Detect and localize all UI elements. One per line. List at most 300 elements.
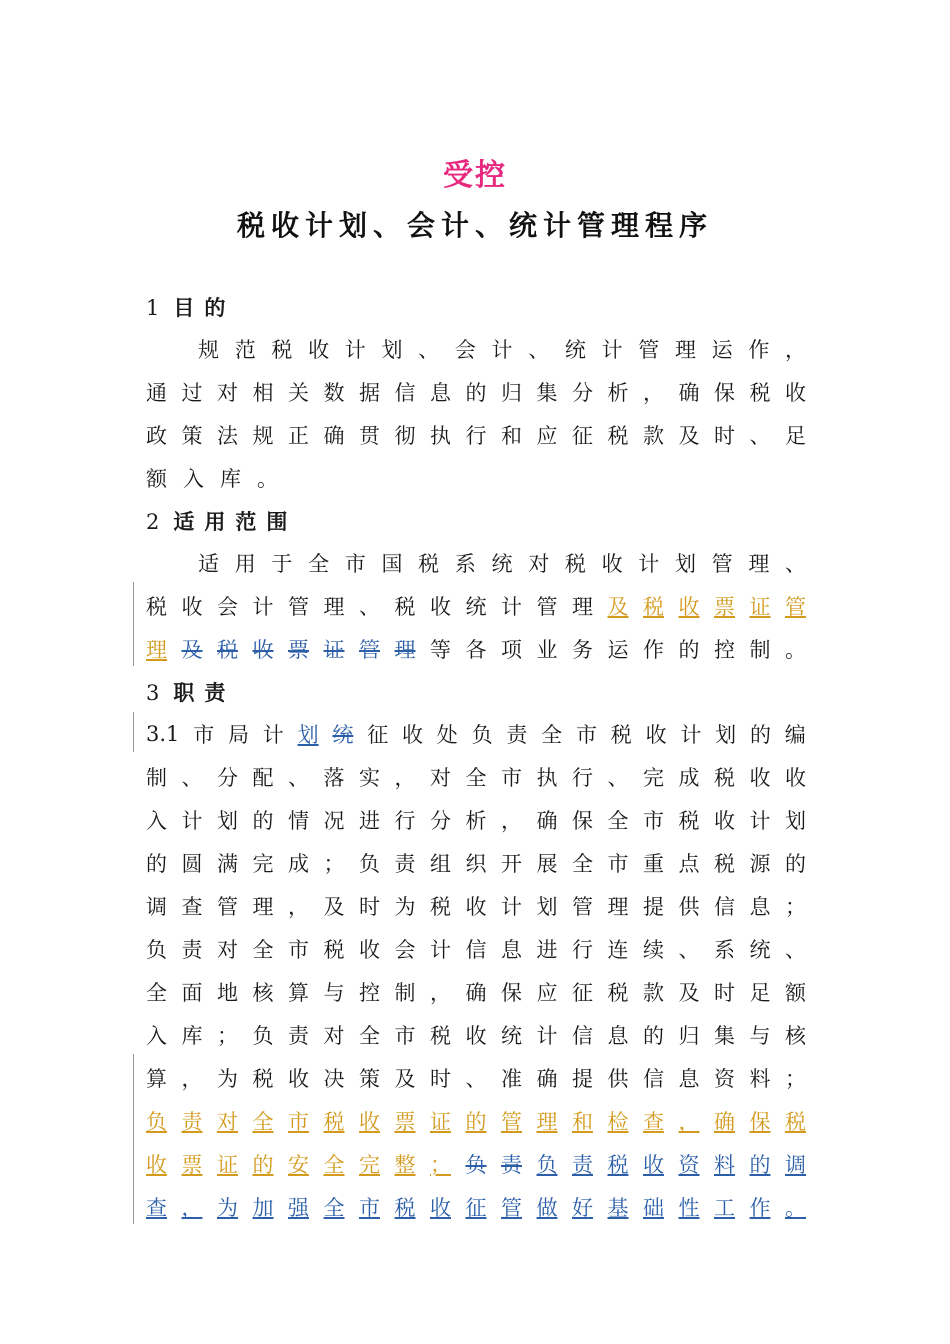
glyph: 及	[323, 895, 345, 919]
para-line	[146, 848, 806, 878]
glyph: 为	[217, 1067, 238, 1091]
glyph: 款	[643, 981, 664, 1005]
glyph: 完	[359, 1153, 380, 1177]
glyph: 运	[607, 638, 629, 662]
glyph: 策	[181, 424, 203, 448]
glyph: 、	[465, 1067, 487, 1091]
glyph: 计	[430, 938, 451, 962]
glyph: 、	[528, 338, 550, 362]
glyph: 入	[183, 467, 204, 491]
glyph: 的	[785, 852, 806, 876]
glyph: 算	[288, 981, 309, 1005]
glyph: ；	[217, 1024, 238, 1048]
para-line-inserted	[146, 1106, 806, 1136]
glyph: 管	[785, 595, 806, 619]
glyph: 过	[181, 381, 203, 405]
glyph: 税	[418, 552, 440, 576]
glyph: 算	[146, 1067, 167, 1091]
glyph: 统	[564, 338, 586, 362]
glyph: 全	[308, 552, 330, 576]
glyph: 计	[344, 338, 366, 362]
para-line	[146, 977, 806, 1007]
glyph: 证	[749, 595, 771, 619]
glyph: 征	[572, 981, 593, 1005]
glyph: 计	[252, 595, 274, 619]
glyph: 全	[323, 1153, 345, 1177]
glyph: 等	[430, 638, 451, 662]
glyph: 组	[430, 852, 451, 876]
glyph: 彻	[394, 424, 416, 448]
glyph: 作	[748, 338, 770, 362]
glyph: 信	[394, 381, 416, 405]
section-heading-duties	[146, 677, 235, 707]
section-heading-scope	[146, 506, 297, 536]
glyph: 税	[714, 766, 735, 790]
para-line	[146, 634, 806, 664]
glyph: 规	[252, 424, 274, 448]
glyph: 的	[252, 809, 274, 833]
glyph: 库	[220, 467, 241, 491]
glyph: 控	[714, 638, 735, 662]
glyph: 负	[465, 1153, 487, 1177]
glyph: 计	[181, 809, 203, 833]
glyph: 及	[607, 595, 629, 619]
glyph: 收	[465, 1024, 487, 1048]
glyph: 全	[359, 1024, 380, 1048]
glyph: 、	[607, 766, 629, 790]
glyph: 责	[506, 723, 528, 747]
glyph: 行	[394, 809, 416, 833]
glyph: 及	[678, 981, 700, 1005]
glyph: 保	[714, 381, 735, 405]
glyph: 的	[678, 638, 700, 662]
glyph: 划	[536, 895, 558, 919]
glyph: 责	[394, 852, 416, 876]
glyph: 国	[381, 552, 403, 576]
glyph: ，	[501, 809, 522, 833]
glyph: 足	[749, 981, 771, 1005]
glyph: 、	[678, 938, 700, 962]
glyph: 时	[714, 424, 735, 448]
glyph: 提	[572, 1067, 593, 1091]
glyph: 的	[749, 1153, 771, 1177]
glyph: 税	[323, 938, 345, 962]
glyph: 控	[359, 981, 380, 1005]
glyph: 料	[714, 1153, 735, 1177]
glyph: 市	[643, 809, 664, 833]
glyph: 适	[198, 552, 219, 576]
glyph: 息	[678, 1067, 700, 1091]
glyph: 归	[501, 381, 522, 405]
glyph: 库	[181, 1024, 203, 1048]
glyph: 加	[252, 1196, 274, 1220]
glyph: 税	[643, 595, 664, 619]
glyph: 税	[610, 723, 632, 747]
glyph: 正	[288, 424, 309, 448]
glyph: 为	[394, 895, 416, 919]
glyph: 税	[271, 338, 293, 362]
glyph: 责	[501, 1153, 522, 1177]
glyph: 查	[146, 1196, 167, 1220]
glyph: 计	[491, 338, 513, 362]
glyph: 票	[714, 595, 735, 619]
glyph: 析	[465, 809, 487, 833]
glyph: 息	[607, 1024, 629, 1048]
glyph: 点	[678, 852, 700, 876]
glyph: 收	[252, 638, 274, 662]
glyph: 证	[430, 1110, 451, 1134]
glyph: 源	[749, 852, 771, 876]
glyph: 检	[607, 1110, 629, 1134]
glyph: 划	[217, 809, 238, 833]
glyph: 好	[572, 1196, 593, 1220]
glyph: 应	[536, 981, 558, 1005]
glyph: 收	[601, 552, 623, 576]
glyph: 收	[645, 723, 667, 747]
glyph: 情	[288, 809, 309, 833]
glyph: 征	[465, 1196, 487, 1220]
glyph: 税	[217, 638, 238, 662]
glyph: 信	[465, 938, 487, 962]
para-line	[198, 334, 806, 364]
glyph: 、	[418, 338, 440, 362]
glyph: 相	[252, 381, 274, 405]
controlled-stamp: 受控	[443, 158, 507, 193]
para-line	[146, 591, 806, 621]
glyph: 安	[288, 1153, 309, 1177]
glyph: 管	[638, 338, 660, 362]
glyph: 额	[785, 981, 806, 1005]
glyph: 各	[465, 638, 487, 662]
glyph: 、	[785, 552, 806, 576]
glyph: 税	[394, 595, 416, 619]
para-line	[146, 377, 806, 407]
glyph: 续	[643, 938, 664, 962]
glyph: 全	[541, 723, 563, 747]
glyph: 据	[359, 381, 380, 405]
para-line	[146, 934, 806, 964]
glyph: 、	[749, 424, 771, 448]
glyph: 票	[394, 1110, 416, 1134]
glyph: 、	[181, 766, 203, 790]
glyph: 市	[501, 766, 522, 790]
glyph: 全	[252, 938, 274, 962]
glyph: 保	[749, 1110, 771, 1134]
glyph: 全	[252, 1110, 274, 1134]
glyph: 提	[643, 895, 664, 919]
glyph: 全	[146, 981, 167, 1005]
glyph: ，	[181, 1067, 203, 1091]
glyph: 收	[359, 1110, 380, 1134]
glyph: 及	[678, 424, 700, 448]
section-title: 职责	[173, 680, 236, 705]
glyph: 核	[252, 981, 274, 1005]
glyph: 应	[536, 424, 558, 448]
section-heading-purpose	[146, 292, 235, 322]
glyph: 理	[536, 1110, 558, 1134]
glyph: 进	[359, 809, 380, 833]
glyph: ，	[643, 381, 664, 405]
glyph: 计	[501, 595, 522, 619]
glyph: 确	[536, 1067, 558, 1091]
glyph: 对	[217, 381, 238, 405]
glyph: ，	[678, 1110, 700, 1134]
glyph: ，	[430, 981, 451, 1005]
glyph: 析	[607, 381, 629, 405]
glyph: ，	[288, 895, 309, 919]
para-line	[146, 1063, 806, 1093]
glyph: 负	[146, 938, 167, 962]
glyph: 确	[678, 381, 700, 405]
glyph: 证	[323, 638, 345, 662]
glyph: 供	[678, 895, 700, 919]
glyph: 通	[146, 381, 167, 405]
glyph: 及	[181, 638, 203, 662]
glyph: 落	[323, 766, 345, 790]
glyph: 统	[465, 595, 487, 619]
glyph: 收	[465, 895, 487, 919]
glyph: 收	[288, 1067, 309, 1091]
para-line	[198, 548, 806, 578]
glyph: 制	[394, 981, 416, 1005]
glyph: 完	[643, 766, 664, 790]
glyph: 项	[501, 638, 522, 662]
revision-bar	[133, 712, 134, 752]
glyph: 划	[297, 723, 319, 747]
glyph: 编	[784, 723, 806, 747]
glyph: 开	[501, 852, 522, 876]
glyph: 强	[288, 1196, 309, 1220]
glyph: 确	[536, 809, 558, 833]
glyph: 对	[528, 552, 550, 576]
glyph: 工	[714, 1196, 735, 1220]
glyph: 的	[252, 1153, 274, 1177]
section-number: 3	[146, 681, 160, 705]
glyph: 会	[394, 938, 416, 962]
glyph: 业	[536, 638, 558, 662]
glyph: 配	[252, 766, 274, 790]
glyph: 理	[146, 638, 167, 662]
glyph: 及	[394, 1067, 416, 1091]
glyph: 集	[536, 381, 558, 405]
glyph: 决	[323, 1067, 345, 1091]
glyph: 划	[715, 723, 737, 747]
glyph: 收	[785, 381, 806, 405]
glyph: 圆	[181, 852, 203, 876]
glyph: 税	[394, 1196, 416, 1220]
glyph: 管	[217, 895, 238, 919]
glyph: 局	[228, 723, 249, 747]
revision-bar	[133, 1054, 134, 1224]
glyph: 确	[714, 1110, 735, 1134]
glyph: 作	[749, 1196, 771, 1220]
glyph: 时	[714, 981, 735, 1005]
glyph: 统	[491, 552, 513, 576]
glyph: 执	[536, 766, 558, 790]
glyph: 市	[575, 723, 597, 747]
glyph: 重	[643, 852, 664, 876]
glyph: 执	[430, 424, 451, 448]
glyph: 管	[536, 595, 558, 619]
glyph: 核	[785, 1024, 806, 1048]
glyph: 处	[436, 723, 458, 747]
glyph: 全	[465, 766, 487, 790]
glyph: 法	[217, 424, 238, 448]
glyph: 收	[430, 1196, 451, 1220]
glyph: 策	[359, 1067, 380, 1091]
glyph: 信	[643, 1067, 664, 1091]
glyph: 负	[146, 1110, 167, 1134]
glyph: 分	[572, 381, 593, 405]
glyph: 料	[749, 1067, 771, 1091]
glyph: 负	[536, 1153, 558, 1177]
glyph: 性	[678, 1196, 700, 1220]
glyph: 、	[288, 766, 309, 790]
glyph: 入	[146, 809, 167, 833]
glyph: 织	[465, 852, 487, 876]
glyph: 与	[749, 1024, 771, 1048]
para-line-inserted	[146, 1192, 806, 1222]
glyph: 划	[785, 809, 806, 833]
glyph: 的	[146, 852, 167, 876]
glyph: 理	[607, 895, 629, 919]
glyph: 统	[501, 1024, 522, 1048]
glyph: 的	[643, 1024, 664, 1048]
revision-bar	[133, 582, 134, 666]
glyph: 做	[536, 1196, 558, 1220]
glyph: 市	[193, 723, 215, 747]
glyph: 足	[785, 424, 806, 448]
glyph: 管	[501, 1196, 522, 1220]
glyph: 税	[749, 381, 771, 405]
glyph: 市	[344, 552, 366, 576]
glyph: 责	[288, 1024, 309, 1048]
glyph: 管	[288, 595, 309, 619]
glyph: 查	[643, 1110, 664, 1134]
glyph: 收	[181, 595, 203, 619]
glyph: 范	[234, 338, 256, 362]
glyph: 统	[332, 723, 354, 747]
glyph: 规	[198, 338, 219, 362]
glyph: 确	[465, 981, 487, 1005]
glyph: 会	[217, 595, 238, 619]
glyph: 票	[288, 638, 309, 662]
glyph: 税	[607, 424, 629, 448]
glyph: 保	[501, 981, 522, 1005]
glyph: 与	[323, 981, 345, 1005]
glyph: 保	[572, 809, 593, 833]
glyph: 贯	[359, 424, 380, 448]
glyph: 税	[714, 852, 735, 876]
glyph: 对	[430, 766, 451, 790]
glyph: 计	[749, 809, 771, 833]
glyph: 会	[454, 338, 476, 362]
glyph: 集	[714, 1024, 735, 1048]
glyph: 管	[711, 552, 733, 576]
section-title: 适用范围	[173, 509, 298, 534]
glyph: 对	[217, 1110, 238, 1134]
glyph: 系	[714, 938, 735, 962]
glyph: ，	[394, 766, 416, 790]
para-line	[146, 1149, 806, 1179]
glyph: 供	[607, 1067, 629, 1091]
glyph: 资	[678, 1153, 700, 1177]
glyph: 理	[394, 638, 416, 662]
glyph: 地	[217, 981, 238, 1005]
glyph: 计	[680, 723, 702, 747]
glyph: 证	[217, 1153, 238, 1177]
glyph: 制	[146, 766, 167, 790]
glyph: 调	[146, 895, 167, 919]
glyph: 政	[146, 424, 167, 448]
glyph: 时	[430, 1067, 451, 1091]
glyph: 息	[749, 895, 771, 919]
glyph: 市	[394, 1024, 416, 1048]
glyph: 息	[430, 381, 451, 405]
glyph: 行	[572, 766, 593, 790]
glyph: 于	[271, 552, 293, 576]
glyph: 收	[146, 1153, 167, 1177]
glyph: 计	[536, 1024, 558, 1048]
glyph: 税	[607, 1153, 629, 1177]
para-line	[146, 420, 806, 450]
glyph: 市	[359, 1196, 380, 1220]
glyph: 、	[359, 595, 380, 619]
glyph: 息	[501, 938, 522, 962]
glyph: 责	[572, 1153, 593, 1177]
glyph: ；	[430, 1153, 451, 1177]
page-title: 税收计划、会计、统计管理程序	[236, 209, 713, 242]
glyph: ；	[785, 1067, 806, 1091]
glyph: 行	[572, 938, 593, 962]
glyph: 系	[454, 552, 476, 576]
glyph: 满	[217, 852, 238, 876]
glyph: 票	[181, 1153, 203, 1177]
glyph: 基	[607, 1196, 629, 1220]
glyph: 对	[323, 1024, 345, 1048]
glyph: 关	[288, 381, 309, 405]
glyph: 和	[501, 424, 522, 448]
glyph: 税	[323, 1110, 345, 1134]
glyph: 况	[323, 809, 345, 833]
glyph: 税	[564, 552, 586, 576]
glyph: 成	[678, 766, 700, 790]
glyph: 税	[678, 809, 700, 833]
glyph: 信	[714, 895, 735, 919]
para-line	[146, 719, 806, 749]
glyph: 入	[146, 1024, 167, 1048]
glyph: 计	[601, 338, 623, 362]
glyph: ；	[323, 852, 345, 876]
glyph: 税	[785, 1110, 806, 1134]
glyph: 的	[465, 1110, 487, 1134]
glyph: 收	[714, 809, 735, 833]
glyph: 收	[308, 338, 330, 362]
glyph: 务	[572, 638, 593, 662]
glyph: 数	[323, 381, 345, 405]
glyph: 负	[252, 1024, 274, 1048]
glyph: 归	[678, 1024, 700, 1048]
glyph: 全	[607, 809, 629, 833]
para-line	[146, 1020, 806, 1050]
glyph: 额	[146, 467, 167, 491]
glyph: 整	[394, 1153, 416, 1177]
glyph: 制	[749, 638, 771, 662]
glyph: 对	[217, 938, 238, 962]
glyph: 计	[501, 895, 522, 919]
glyph: 理	[674, 338, 696, 362]
glyph: 理	[323, 595, 345, 619]
